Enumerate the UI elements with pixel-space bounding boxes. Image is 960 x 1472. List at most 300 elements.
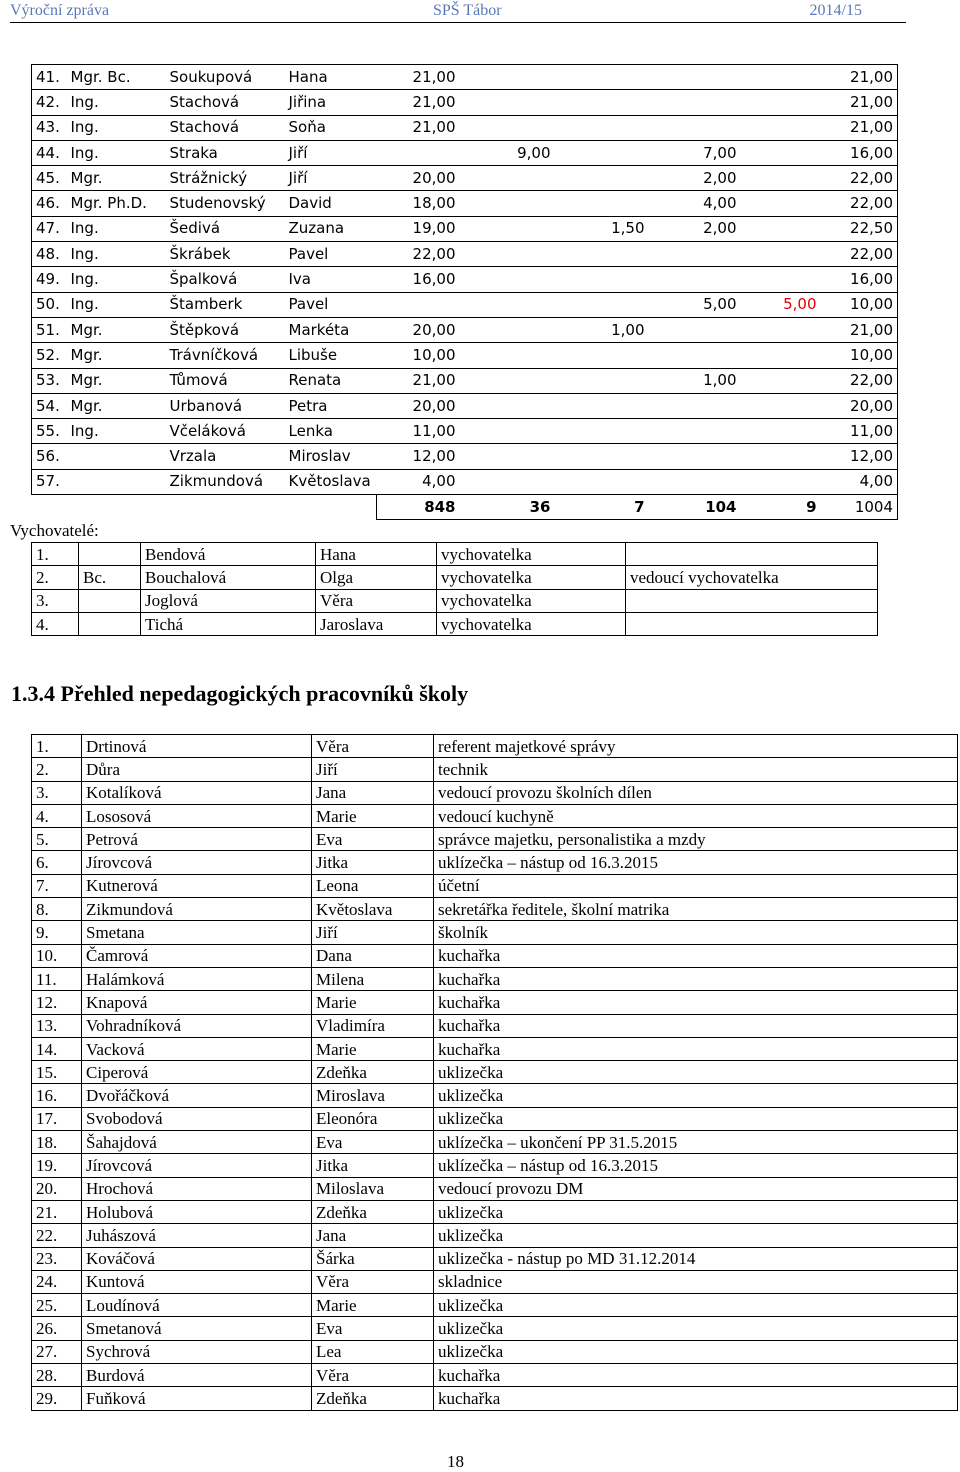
- row-number: 42.: [32, 90, 67, 115]
- first-name: Soňa: [285, 115, 377, 140]
- row-number: 15.: [32, 1061, 82, 1084]
- row-number: 3.: [32, 781, 82, 804]
- position: kuchařka: [434, 991, 958, 1014]
- hours-total: 22,50: [821, 216, 898, 241]
- surname: Čamrová: [82, 944, 312, 967]
- first-name: Marie: [312, 1037, 434, 1060]
- title: [67, 444, 166, 469]
- first-name: Milena: [312, 967, 434, 990]
- position: technik: [434, 758, 958, 781]
- row-number: 18.: [32, 1131, 82, 1154]
- first-name: Jiřina: [285, 90, 377, 115]
- surname: Drtinová: [82, 735, 312, 758]
- row-number: 1.: [32, 735, 82, 758]
- table-row: [32, 368, 898, 393]
- hours-total: 11,00: [821, 419, 898, 444]
- table-row: [32, 1224, 958, 1247]
- surname: Urbanová: [166, 393, 285, 418]
- first-name: Květoslava: [312, 898, 434, 921]
- table-row: [32, 944, 958, 967]
- table-row: [32, 469, 898, 494]
- hours-total: 16,00: [821, 267, 898, 292]
- hours-col-5: [741, 115, 821, 140]
- surname: Knapová: [82, 991, 312, 1014]
- table-row: [32, 781, 958, 804]
- table-row: [32, 166, 898, 191]
- position: kuchařka: [434, 1014, 958, 1037]
- hours-col-4: [649, 242, 741, 267]
- hours-col-5: [741, 65, 821, 90]
- row-number: 1.: [32, 543, 79, 566]
- first-name: Renata: [285, 368, 377, 393]
- position: sekretářka ředitele, školní matrika: [434, 898, 958, 921]
- surname: Stachová: [166, 90, 285, 115]
- position: vedoucí kuchyně: [434, 804, 958, 827]
- title: [67, 469, 166, 494]
- hours-col-4: 4,00: [649, 191, 741, 216]
- title: Mgr.: [67, 368, 166, 393]
- hours-col-3: [555, 115, 649, 140]
- surname: Juhászová: [82, 1224, 312, 1247]
- title: Ing.: [67, 292, 166, 317]
- surname: Vohradníková: [82, 1014, 312, 1037]
- hours-col-2: 9,00: [460, 140, 555, 165]
- hours-col-1: 22,00: [377, 242, 460, 267]
- surname: Štěpková: [166, 317, 285, 342]
- surname: Stachová: [166, 115, 285, 140]
- position: uklizečka: [434, 1224, 958, 1247]
- table-row: [32, 804, 958, 827]
- hours-total: 4,00: [821, 469, 898, 494]
- row-number: 5.: [32, 828, 82, 851]
- hours-col-3: [555, 393, 649, 418]
- position: uklízečka – nástup od 16.3.2015: [434, 851, 958, 874]
- first-name: Věra: [312, 1364, 434, 1387]
- row-number: 26.: [32, 1317, 82, 1340]
- hours-col-3: 1,00: [555, 317, 649, 342]
- hours-col-1: 21,00: [377, 65, 460, 90]
- totals-row: [32, 495, 898, 520]
- non-teaching-staff-table: [31, 734, 958, 1411]
- title: Ing.: [67, 216, 166, 241]
- surname: Joglová: [141, 589, 316, 612]
- table-row: [32, 1037, 958, 1060]
- surname: Tůmová: [166, 368, 285, 393]
- hours-col-3: [555, 419, 649, 444]
- surname: Štamberk: [166, 292, 285, 317]
- first-name: Jiří: [312, 758, 434, 781]
- hours-col-4: 2,00: [649, 216, 741, 241]
- surname: Vrzala: [166, 444, 285, 469]
- surname: Lososová: [82, 804, 312, 827]
- first-name: Eleonóra: [312, 1107, 434, 1130]
- surname: Hrochová: [82, 1177, 312, 1200]
- total-value: 848: [377, 495, 460, 520]
- position: uklizečka: [434, 1200, 958, 1223]
- hours-col-1: 10,00: [377, 343, 460, 368]
- first-name: Jiří: [285, 166, 377, 191]
- title: Mgr.: [67, 343, 166, 368]
- total-value: 9: [741, 495, 821, 520]
- first-name: Věra: [312, 1270, 434, 1293]
- position: uklizečka: [434, 1340, 958, 1363]
- first-name: Hana: [285, 65, 377, 90]
- hours-col-5: 5,00: [741, 292, 821, 317]
- surname: Šahajdová: [82, 1131, 312, 1154]
- surname: Jírovcová: [82, 1154, 312, 1177]
- first-name: Miloslava: [312, 1177, 434, 1200]
- first-name: Šárka: [312, 1247, 434, 1270]
- empty-cell: [32, 495, 67, 520]
- hours-col-1: 21,00: [377, 90, 460, 115]
- table-row: [32, 317, 898, 342]
- hours-total: 16,00: [821, 140, 898, 165]
- row-number: 55.: [32, 419, 67, 444]
- empty-cell: [67, 495, 166, 520]
- position: uklízečka – nástup od 16.3.2015: [434, 1154, 958, 1177]
- total-value: 7: [555, 495, 649, 520]
- position: vedoucí provozu školních dílen: [434, 781, 958, 804]
- table-row: [32, 967, 958, 990]
- position: školník: [434, 921, 958, 944]
- hours-col-3: [555, 343, 649, 368]
- page-number: 18: [447, 1452, 464, 1471]
- title: Bc.: [79, 566, 141, 589]
- first-name: Eva: [312, 828, 434, 851]
- table-row: [32, 1294, 958, 1317]
- first-name: Zuzana: [285, 216, 377, 241]
- table-row: [32, 1061, 958, 1084]
- hours-col-2: [460, 444, 555, 469]
- position: kuchařka: [434, 1037, 958, 1060]
- first-name: Marie: [312, 804, 434, 827]
- educators-label: Vychovatelé:: [10, 521, 99, 540]
- surname: Svobodová: [82, 1107, 312, 1130]
- first-name: Iva: [285, 267, 377, 292]
- surname: Jírovcová: [82, 851, 312, 874]
- hours-col-4: [649, 444, 741, 469]
- hours-col-2: [460, 393, 555, 418]
- position: vychovatelka: [437, 566, 626, 589]
- table-row: [32, 292, 898, 317]
- surname: Smetana: [82, 921, 312, 944]
- hours-col-5: [741, 216, 821, 241]
- row-number: 4.: [32, 804, 82, 827]
- table-row: [32, 566, 878, 589]
- table-row: [32, 1364, 958, 1387]
- row-number: 41.: [32, 65, 67, 90]
- table-row: [32, 140, 898, 165]
- hours-col-1: 4,00: [377, 469, 460, 494]
- title: Mgr.: [67, 317, 166, 342]
- row-number: 6.: [32, 851, 82, 874]
- row-number: 53.: [32, 368, 67, 393]
- position: kuchařka: [434, 967, 958, 990]
- hours-col-1: 16,00: [377, 267, 460, 292]
- first-name: Květoslava: [285, 469, 377, 494]
- surname: Šedivá: [166, 216, 285, 241]
- hours-col-2: [460, 368, 555, 393]
- hours-col-3: [555, 65, 649, 90]
- hours-col-5: [741, 469, 821, 494]
- table-row: [32, 991, 958, 1014]
- role: [626, 612, 878, 635]
- table-row: [32, 1247, 958, 1270]
- hours-col-4: [649, 90, 741, 115]
- total-value: 36: [460, 495, 555, 520]
- row-number: 52.: [32, 343, 67, 368]
- title: Ing.: [67, 115, 166, 140]
- title: Mgr. Bc.: [67, 65, 166, 90]
- first-name: Zdeňka: [312, 1061, 434, 1084]
- surname: Zikmundová: [82, 898, 312, 921]
- hours-col-2: [460, 292, 555, 317]
- hours-col-3: [555, 469, 649, 494]
- row-number: 11.: [32, 967, 82, 990]
- position: uklizečka: [434, 1294, 958, 1317]
- empty-cell: [166, 495, 285, 520]
- total-value: 1004: [821, 495, 898, 520]
- hours-col-4: [649, 65, 741, 90]
- empty-cell: [285, 495, 377, 520]
- row-number: 3.: [32, 589, 79, 612]
- row-number: 22.: [32, 1224, 82, 1247]
- position: kuchařka: [434, 1364, 958, 1387]
- hours-total: 12,00: [821, 444, 898, 469]
- surname: Kováčová: [82, 1247, 312, 1270]
- surname: Kutnerová: [82, 874, 312, 897]
- table-row: [32, 419, 898, 444]
- total-value: 104: [649, 495, 741, 520]
- hours-col-5: [741, 368, 821, 393]
- title: Ing.: [67, 419, 166, 444]
- section-title: 1.3.4 Přehled nepedagogických pracovníků školy: [11, 681, 469, 706]
- surname: Burdová: [82, 1364, 312, 1387]
- hours-col-1: 21,00: [377, 368, 460, 393]
- first-name: Markéta: [285, 317, 377, 342]
- table-row: [32, 828, 958, 851]
- table-row: [32, 898, 958, 921]
- hours-col-3: [555, 140, 649, 165]
- header-report-title: Výroční zpráva: [10, 2, 110, 19]
- title: Ing.: [67, 242, 166, 267]
- hours-total: 21,00: [821, 65, 898, 90]
- hours-col-3: [555, 292, 649, 317]
- hours-col-4: [649, 419, 741, 444]
- first-name: Věra: [312, 735, 434, 758]
- table-row: [32, 1317, 958, 1340]
- position: skladnice: [434, 1270, 958, 1293]
- table-row: [32, 65, 898, 90]
- table-row: [32, 1387, 958, 1410]
- table-row: [32, 343, 898, 368]
- row-number: 16.: [32, 1084, 82, 1107]
- first-name: Zdeňka: [312, 1387, 434, 1410]
- header-school-year: 2014/15: [809, 2, 862, 19]
- hours-col-2: [460, 267, 555, 292]
- table-row: [32, 1177, 958, 1200]
- row-number: 45.: [32, 166, 67, 191]
- table-row: [32, 589, 878, 612]
- hours-col-2: [460, 343, 555, 368]
- table-row: [32, 444, 898, 469]
- hours-col-2: [460, 317, 555, 342]
- table-row: [32, 1084, 958, 1107]
- row-number: 25.: [32, 1294, 82, 1317]
- row-number: 27.: [32, 1340, 82, 1363]
- row-number: 49.: [32, 267, 67, 292]
- row-number: 14.: [32, 1037, 82, 1060]
- hours-col-2: [460, 191, 555, 216]
- table-row: [32, 191, 898, 216]
- title: Mgr.: [67, 393, 166, 418]
- row-number: 28.: [32, 1364, 82, 1387]
- surname: Sychrová: [82, 1340, 312, 1363]
- header-school-name: SPŠ Tábor: [433, 2, 502, 19]
- page-header: [10, 0, 906, 23]
- hours-col-4: [649, 393, 741, 418]
- surname: Trávníčková: [166, 343, 285, 368]
- hours-col-5: [741, 242, 821, 267]
- hours-total: 22,00: [821, 242, 898, 267]
- table-row: [32, 1200, 958, 1223]
- table-row: [32, 1340, 958, 1363]
- table-row: [32, 216, 898, 241]
- position: referent majetkové správy: [434, 735, 958, 758]
- surname: Škrábek: [166, 242, 285, 267]
- first-name: Petra: [285, 393, 377, 418]
- hours-col-1: 20,00: [377, 393, 460, 418]
- first-name: Eva: [312, 1131, 434, 1154]
- hours-col-4: [649, 469, 741, 494]
- first-name: Jaroslava: [316, 612, 437, 635]
- hours-col-3: [555, 242, 649, 267]
- surname: Kotalíková: [82, 781, 312, 804]
- row-number: 21.: [32, 1200, 82, 1223]
- table-row: [32, 1270, 958, 1293]
- role: [626, 589, 878, 612]
- surname: Fuňková: [82, 1387, 312, 1410]
- table-row: [32, 735, 958, 758]
- position: vychovatelka: [437, 589, 626, 612]
- surname: Zikmundová: [166, 469, 285, 494]
- title: Ing.: [67, 140, 166, 165]
- hours-col-1: 20,00: [377, 166, 460, 191]
- hours-total: 20,00: [821, 393, 898, 418]
- position: uklízečka – ukončení PP 31.5.2015: [434, 1131, 958, 1154]
- position: kuchařka: [434, 944, 958, 967]
- hours-col-3: [555, 267, 649, 292]
- row-number: 54.: [32, 393, 67, 418]
- hours-col-3: [555, 191, 649, 216]
- hours-total: 10,00: [821, 292, 898, 317]
- position: kuchařka: [434, 1387, 958, 1410]
- hours-col-1: 18,00: [377, 191, 460, 216]
- hours-col-2: [460, 65, 555, 90]
- first-name: Lea: [312, 1340, 434, 1363]
- title: [79, 612, 141, 635]
- surname: Halámková: [82, 967, 312, 990]
- first-name: Libuše: [285, 343, 377, 368]
- hours-col-4: [649, 317, 741, 342]
- hours-col-5: [741, 166, 821, 191]
- hours-total: 21,00: [821, 90, 898, 115]
- surname: Smetanová: [82, 1317, 312, 1340]
- row-number: 56.: [32, 444, 67, 469]
- surname: Holubová: [82, 1200, 312, 1223]
- hours-total: 21,00: [821, 115, 898, 140]
- table-row: [32, 874, 958, 897]
- hours-col-2: [460, 90, 555, 115]
- row-number: 46.: [32, 191, 67, 216]
- row-number: 44.: [32, 140, 67, 165]
- first-name: Jitka: [312, 851, 434, 874]
- hours-col-1: 11,00: [377, 419, 460, 444]
- title: [79, 543, 141, 566]
- surname: Včeláková: [166, 419, 285, 444]
- surname: Důra: [82, 758, 312, 781]
- surname: Soukupová: [166, 65, 285, 90]
- first-name: Vladimíra: [312, 1014, 434, 1037]
- table-row: [32, 1107, 958, 1130]
- surname: Bendová: [141, 543, 316, 566]
- hours-col-5: [741, 90, 821, 115]
- hours-col-2: [460, 166, 555, 191]
- row-number: 29.: [32, 1387, 82, 1410]
- table-row: [32, 758, 958, 781]
- row-number: 2.: [32, 758, 82, 781]
- surname: Tichá: [141, 612, 316, 635]
- position: uklizečka - nástup po MD 31.12.2014: [434, 1247, 958, 1270]
- table-row: [32, 267, 898, 292]
- surname: Dvořáčková: [82, 1084, 312, 1107]
- first-name: Olga: [316, 566, 437, 589]
- hours-col-5: [741, 191, 821, 216]
- role: vedoucí vychovatelka: [626, 566, 878, 589]
- table-row: [32, 543, 878, 566]
- table-row: [32, 851, 958, 874]
- title: [79, 589, 141, 612]
- hours-col-1: 19,00: [377, 216, 460, 241]
- hours-col-5: [741, 140, 821, 165]
- hours-col-2: [460, 469, 555, 494]
- hours-total: 22,00: [821, 368, 898, 393]
- table-row: [32, 115, 898, 140]
- first-name: Miroslava: [312, 1084, 434, 1107]
- title: Ing.: [67, 90, 166, 115]
- surname: Bouchalová: [141, 566, 316, 589]
- hours-col-3: 1,50: [555, 216, 649, 241]
- surname: Straka: [166, 140, 285, 165]
- hours-col-2: [460, 115, 555, 140]
- position: vychovatelka: [437, 612, 626, 635]
- first-name: Jiří: [285, 140, 377, 165]
- position: uklizečka: [434, 1061, 958, 1084]
- hours-col-1: [377, 292, 460, 317]
- row-number: 43.: [32, 115, 67, 140]
- hours-col-4: 7,00: [649, 140, 741, 165]
- first-name: Hana: [316, 543, 437, 566]
- row-number: 48.: [32, 242, 67, 267]
- table-row: [32, 242, 898, 267]
- hours-col-4: 2,00: [649, 166, 741, 191]
- hours-col-1: [377, 140, 460, 165]
- first-name: Marie: [312, 991, 434, 1014]
- table-row: [32, 612, 878, 635]
- title: Ing.: [67, 267, 166, 292]
- row-number: 23.: [32, 1247, 82, 1270]
- position: uklizečka: [434, 1317, 958, 1340]
